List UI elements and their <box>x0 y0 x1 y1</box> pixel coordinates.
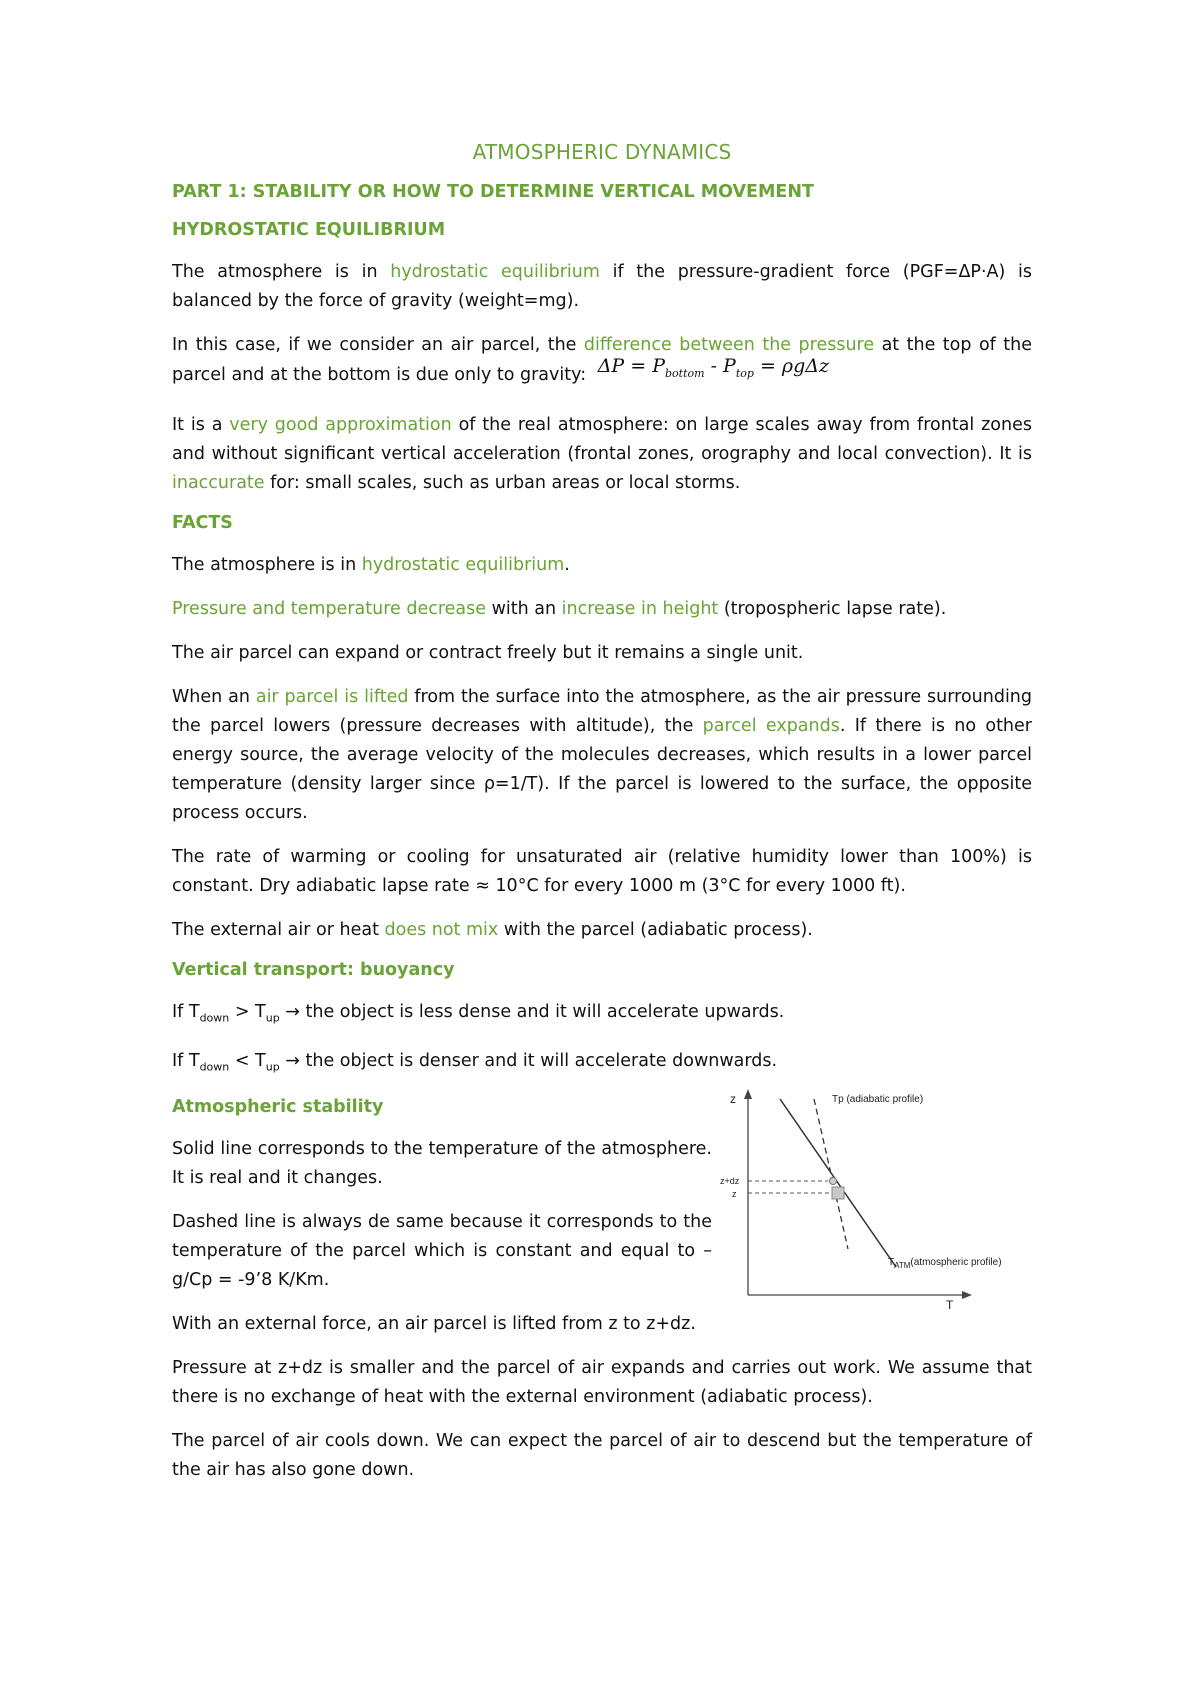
text-run: If T <box>172 1001 200 1022</box>
tp-profile-label: Tp (adiabatic profile) <box>832 1093 924 1105</box>
text-run: < T <box>229 1051 266 1072</box>
hydrostatic-paragraph-1 <box>172 258 1032 316</box>
text-run: from the surface into the atmosphere, as the air pressure surrounding the parcel lowers (pressure decreases with altitude), the <box>172 686 1033 736</box>
facts-paragraph-2 <box>172 595 1032 624</box>
atmospheric-profile-line <box>780 1099 896 1267</box>
pressure-equation <box>597 355 830 380</box>
tatm-rest: (atmospheric profile) <box>910 1256 1002 1268</box>
text-run: If T <box>172 1051 200 1072</box>
stability-section <box>172 1091 1032 1312</box>
text-run: → the object is denser and it will accelerate downwards. <box>279 1051 778 1072</box>
highlight-term: increase in height <box>561 598 719 619</box>
text-run: When an <box>172 686 256 707</box>
text-run: for: small scales, such as urban areas or local storms. <box>264 472 741 493</box>
tatm-main: T <box>888 1256 895 1268</box>
highlight-term: difference between the pressure <box>583 335 875 355</box>
text-run: (tropospheric lapse rate). <box>718 598 947 619</box>
zdz-label: z+dz <box>720 1175 740 1186</box>
highlight-term: inaccurate <box>172 472 265 493</box>
text-run: In this case, if we consider an air parcel, the <box>172 335 584 355</box>
hydrostatic-heading: HYDROSTATIC EQUILIBRIUM <box>172 220 446 240</box>
text-run: . <box>564 554 570 575</box>
part1-heading: PART 1: STABILITY OR HOW TO DETERMINE VERTICAL MOVEMENT <box>172 182 814 202</box>
stability-diagram-svg <box>718 1077 1036 1313</box>
text-run: if the pressure-gradient force (PGF=ΔP·A) is balanced by the force of gravity (weight=mg). <box>172 262 1032 311</box>
equation-part: = ρgΔz <box>753 355 830 377</box>
equation-part: - P <box>704 355 736 377</box>
parcel-at-z <box>832 1187 844 1199</box>
stability-heading: Atmospheric stability <box>172 1096 384 1117</box>
facts-paragraph-6 <box>172 916 1032 945</box>
stability-paragraph-4: Pressure at z+dz is smaller and the parcel of air expands and carries out work. We assume that there is no exchange of heat with the external environment (adiabatic process). <box>172 1357 1032 1407</box>
buoyancy-line-1 <box>172 998 1032 1033</box>
text-run: of the real atmosphere: on large scales away from frontal zones and without significant vertical acceleration (frontal zones, orography and local convection). It is <box>172 414 1032 464</box>
z-axis-arrow <box>744 1089 752 1099</box>
text-run: The atmosphere is in <box>172 262 391 282</box>
text-run: . If there is no other energy source, the average velocity of the molecules decreases, which results in a lower parcel temperature (density larger since ρ=1/T). If the parcel is lowered to the surface, the opposite process occurs. <box>172 715 1032 823</box>
z-axis-label: z <box>730 1091 736 1106</box>
subscript: up <box>265 1011 280 1025</box>
text-run: at the top of the parcel and at the bottom is due only to gravity: <box>172 335 1032 385</box>
subscript: up <box>265 1060 280 1074</box>
facts-paragraph-5: The rate of warming or cooling for unsaturated air (relative humidity lower than 100%) is constant. Dry adiabatic lapse rate ≈ 10°C for every 1000 m (3°C for every 1000 ft). <box>172 846 1032 896</box>
equation-subscript: top <box>735 366 754 380</box>
facts-paragraph-1 <box>172 551 1032 580</box>
facts-paragraph-4 <box>172 683 1032 828</box>
highlight-term: Pressure and temperature decrease <box>172 598 487 619</box>
equation-part: ΔP = P <box>597 355 665 377</box>
highlight-term: air parcel is lifted <box>255 686 409 707</box>
text-run: with an <box>486 598 562 619</box>
highlight-term: hydrostatic equilibrium <box>390 262 600 282</box>
text-run: It is a <box>172 414 230 435</box>
stability-paragraph-3: With an external force, an air parcel is lifted from z to z+dz. <box>172 1313 696 1334</box>
highlight-term: parcel expands <box>702 715 840 736</box>
text-run: with the parcel (adiabatic process). <box>498 919 813 940</box>
stability-paragraph-2: Dashed line is always de same because it corresponds to the temperature of the parcel which is constant and equal to –g/Cp = -9’8 K/Km. <box>172 1211 712 1290</box>
z-label: z <box>732 1188 737 1199</box>
equation-subscript: bottom <box>664 366 705 380</box>
subscript: down <box>199 1011 230 1025</box>
highlight-term: does not mix <box>384 919 499 940</box>
stability-paragraph-5: The parcel of air cools down. We can expect the parcel of air to descend but the temperature of the air has also gone down. <box>172 1430 1032 1480</box>
text-run: → the object is less dense and it will accelerate upwards. <box>279 1001 785 1022</box>
text-run: The external air or heat <box>172 919 385 940</box>
stability-diagram <box>718 1077 1036 1313</box>
text-run: > T <box>229 1001 266 1022</box>
stability-paragraph-1: Solid line corresponds to the temperature of the atmosphere. It is real and it changes. <box>172 1138 712 1188</box>
facts-heading: FACTS <box>172 512 233 533</box>
text-run: The atmosphere is in <box>172 554 362 575</box>
t-axis-label: T <box>946 1297 954 1312</box>
hydrostatic-paragraph-2 <box>172 331 1032 396</box>
facts-paragraph-3: The air parcel can expand or contract freely but it remains a single unit. <box>172 642 804 663</box>
buoyancy-heading: Vertical transport: buoyancy <box>172 959 455 980</box>
tatm-profile-label <box>888 1257 1002 1270</box>
document-content <box>172 140 1032 1500</box>
highlight-term: hydrostatic equilibrium <box>361 554 565 575</box>
parcel-at-zdz <box>830 1177 837 1184</box>
document-title: ATMOSPHERIC DYNAMICS <box>472 140 732 164</box>
hydrostatic-paragraph-3 <box>172 411 1032 498</box>
t-axis-arrow <box>962 1291 972 1299</box>
highlight-term: very good approximation <box>229 414 452 435</box>
tatm-sub: ATM <box>894 1260 911 1270</box>
stability-text-column <box>172 1097 712 1295</box>
subscript: down <box>199 1060 230 1074</box>
